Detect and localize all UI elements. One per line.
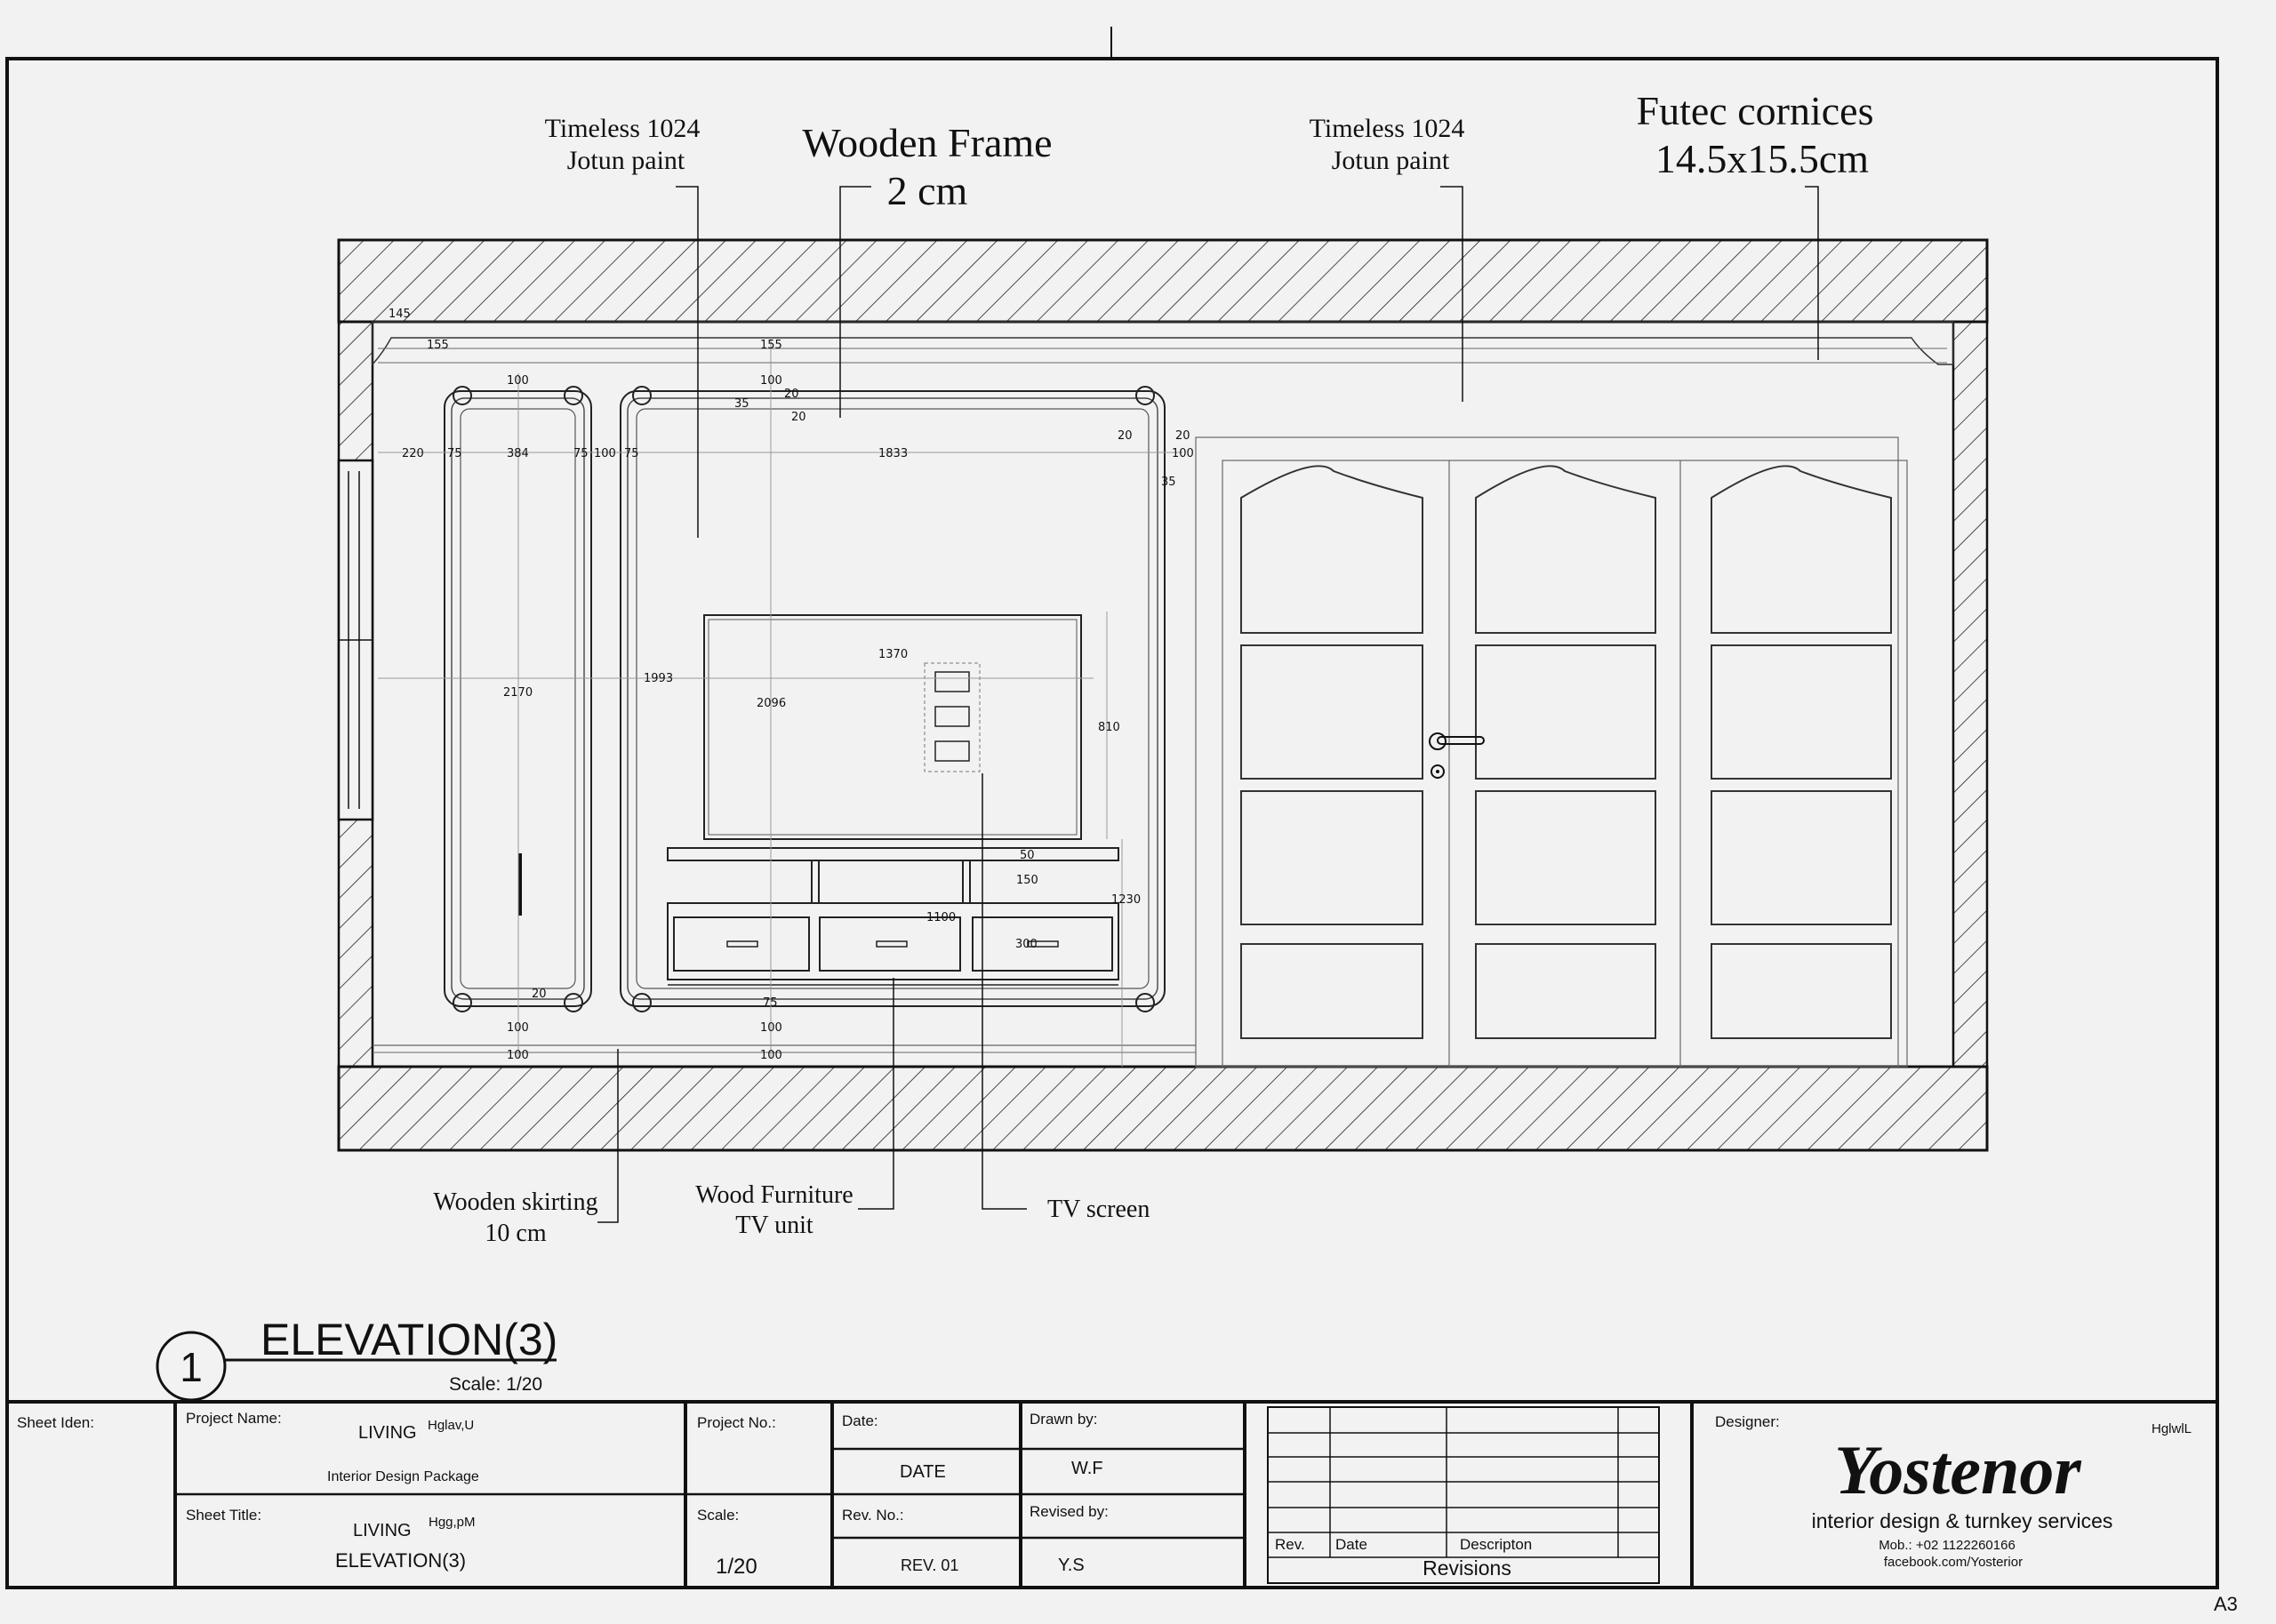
annotation-cornice-line1: Futec cornices xyxy=(1636,88,1874,133)
drawing-title xyxy=(157,1315,557,1400)
date-label: Date: xyxy=(842,1412,878,1429)
dim-100-b: 100 xyxy=(594,447,616,460)
date-value: DATE xyxy=(900,1462,946,1482)
dim-150: 150 xyxy=(1016,874,1038,887)
dim-75-b: 75 xyxy=(573,447,589,460)
sheet-iden-label: Sheet Iden: xyxy=(17,1414,94,1431)
revised-by-label: Revised by: xyxy=(1030,1503,1109,1520)
switch-panel xyxy=(925,663,980,772)
dim-384: 384 xyxy=(507,447,529,460)
dim-810: 810 xyxy=(1098,721,1120,734)
project-name-label: Project Name: xyxy=(186,1410,282,1427)
dim-1370: 1370 xyxy=(878,648,909,661)
company-facebook: facebook.com/Yosterior xyxy=(1883,1555,2024,1570)
annotation-frame-line2: 2 cm xyxy=(886,168,968,213)
dim-100-top-left: 100 xyxy=(507,374,529,388)
dim-75-c: 75 xyxy=(624,447,639,460)
dim-1993: 1993 xyxy=(644,672,674,685)
triple-door xyxy=(1196,437,1907,1067)
annotation-paint-right-line1: Timeless 1024 xyxy=(1309,114,1465,143)
project-no-label: Project No.: xyxy=(697,1414,776,1431)
rev-no-value: REV. 01 xyxy=(901,1556,959,1574)
company-logo: Yostenor xyxy=(1834,1431,2081,1508)
revisions-label: Revisions xyxy=(1422,1556,1511,1580)
designer-ar: HglwlL xyxy=(2152,1421,2192,1436)
rev-column: Rev. xyxy=(1275,1536,1305,1553)
description-column: Descripton xyxy=(1460,1536,1533,1553)
scale-value: 1/20 xyxy=(716,1555,757,1579)
elevation-drawing xyxy=(339,240,1987,1150)
ceiling-slab xyxy=(339,240,1987,322)
dim-20-b: 20 xyxy=(791,411,806,424)
annotation-tv-screen: TV screen xyxy=(1047,1196,1150,1223)
annotation-furniture-line2: TV unit xyxy=(735,1212,813,1239)
dim-1100: 1100 xyxy=(926,911,957,924)
dim-75-a: 75 xyxy=(447,447,462,460)
annotation-paint-right-line2: Jotun paint xyxy=(1331,146,1450,175)
date-column: Date xyxy=(1335,1536,1367,1553)
dim-20-a: 20 xyxy=(784,388,799,401)
dim-145: 145 xyxy=(389,308,411,321)
sheet-title-ar: Hgg,pM xyxy=(429,1515,476,1530)
annotation-frame-line1: Wooden Frame xyxy=(802,120,1053,165)
project-name-ar: Hglav,U xyxy=(428,1418,475,1433)
dim-1230: 1230 xyxy=(1111,893,1142,907)
annotation-paint-left-line1: Timeless 1024 xyxy=(544,114,701,143)
company-tagline: interior design & turnkey services xyxy=(1811,1509,2113,1532)
dim-2170: 2170 xyxy=(503,686,533,700)
title-number: 1 xyxy=(180,1344,203,1390)
annotation-skirting-line2: 10 cm xyxy=(485,1220,547,1247)
scale-label: Scale: xyxy=(697,1507,740,1524)
title-scale: Scale: 1/20 xyxy=(449,1374,543,1395)
drawn-by-label: Drawn by: xyxy=(1030,1411,1098,1428)
rev-no-label: Rev. No.: xyxy=(842,1507,904,1524)
dim-100-e: 100 xyxy=(760,1021,782,1035)
dim-155-center: 155 xyxy=(760,339,782,352)
dim-75-d: 75 xyxy=(763,996,778,1010)
revised-by-value: Y.S xyxy=(1058,1556,1085,1575)
dim-100-g: 100 xyxy=(760,1049,782,1062)
tv-unit xyxy=(668,848,1118,985)
dim-100-d: 100 xyxy=(507,1021,529,1035)
sheet-size: A3 xyxy=(2214,1593,2238,1615)
dim-100-f: 100 xyxy=(507,1049,529,1062)
dim-2096: 2096 xyxy=(757,697,787,710)
dim-35-b: 35 xyxy=(1161,476,1176,489)
company-mobile: Mob.: +02 1122260166 xyxy=(1879,1538,2016,1553)
dim-35-a: 35 xyxy=(734,397,749,411)
annotation-cornice-line2: 14.5x15.5cm xyxy=(1655,136,1870,181)
annotation-skirting-line1: Wooden skirting xyxy=(433,1188,598,1216)
right-wall xyxy=(1953,322,1987,1067)
dim-1833: 1833 xyxy=(878,447,909,460)
dim-100-c: 100 xyxy=(1172,447,1194,460)
package-label: Interior Design Package xyxy=(327,1469,479,1484)
cornice xyxy=(373,322,1953,364)
designer-label: Designer: xyxy=(1715,1413,1780,1430)
dim-100-top-center: 100 xyxy=(760,374,782,388)
dim-20-c: 20 xyxy=(1118,429,1133,443)
dim-20-e: 20 xyxy=(532,988,547,1001)
floor-slab xyxy=(339,1067,1987,1150)
title-name: ELEVATION(3) xyxy=(260,1315,558,1364)
dim-155-left: 155 xyxy=(427,339,449,352)
project-name-value: LIVING xyxy=(358,1423,417,1443)
annotation-paint-left-line2: Jotun paint xyxy=(566,146,685,175)
sheet-title-label: Sheet Title: xyxy=(186,1507,262,1524)
annotation-furniture-line1: Wood Furniture xyxy=(695,1181,854,1209)
dim-50: 50 xyxy=(1020,849,1035,862)
dim-20-d: 20 xyxy=(1175,429,1190,443)
sheet-title-value: LIVING xyxy=(353,1521,412,1540)
sheet-title-name: ELEVATION(3) xyxy=(335,1549,467,1572)
dim-300: 300 xyxy=(1015,938,1038,951)
dim-220: 220 xyxy=(402,447,424,460)
drawn-by-value: W.F xyxy=(1071,1459,1103,1478)
